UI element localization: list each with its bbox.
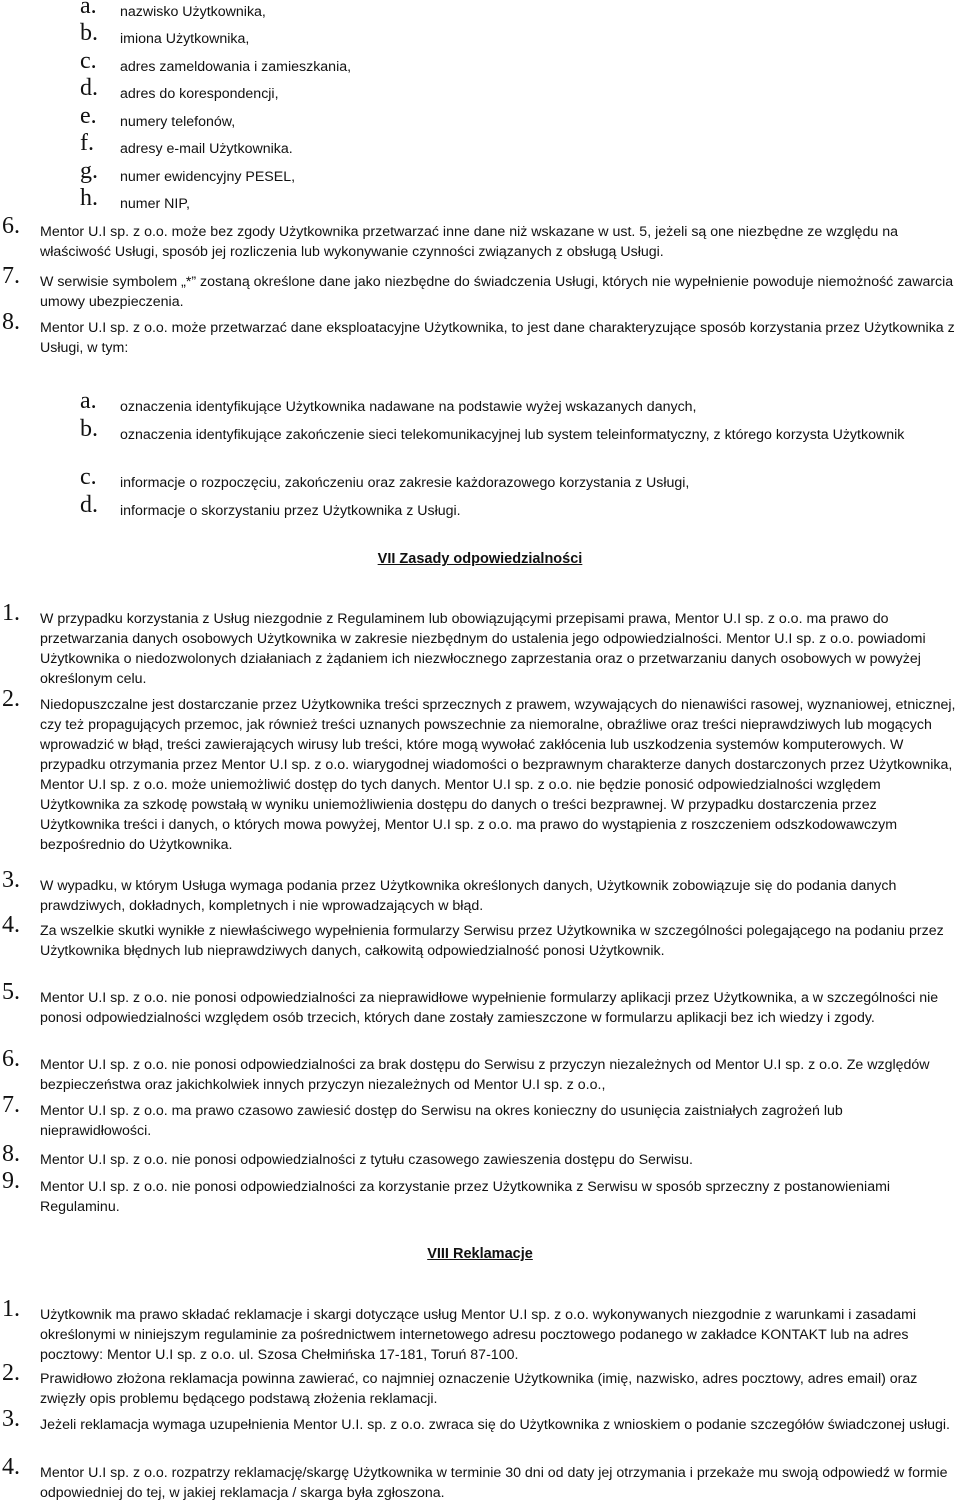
list-letter: c. xyxy=(80,464,97,490)
point-number: 7. xyxy=(2,1092,20,1118)
list-text: adresy e-mail Użytkownika. xyxy=(120,141,293,157)
list-text: numer ewidencyjny PESEL, xyxy=(120,169,296,185)
point-text: Mentor U.I sp. z o.o. nie ponosi odpowiedzialności za nieprawidłowe wypełnienie formularzy aplikacji przez Użytkownika, a w szczególności nie ponosi odpowiedzialności względem osób trzecich, których dane zostały zamieszczone w formularzu aplikacji bez ich wiedzy i zgody. xyxy=(40,990,939,1026)
list-letter: f. xyxy=(80,130,94,156)
point-text: Jeżeli reklamacja wymaga uzupełnienia Mentor U.I. sp. z o.o. zwraca się do Użytkownika z wnioskiem o podanie szczegółów świadczonej usługi. xyxy=(40,1417,950,1433)
point-number: 1. xyxy=(2,1296,20,1322)
list-text: adres do korespondencji, xyxy=(120,86,279,102)
list-letter: d. xyxy=(80,492,98,518)
list-text: informacje o skorzystaniu przez Użytkownika z Usługi. xyxy=(120,503,461,519)
point-number: 1. xyxy=(2,600,20,626)
list-text: numer NIP, xyxy=(120,196,190,212)
point-number: 2. xyxy=(2,1360,20,1386)
point-text: Mentor U.I sp. z o.o. nie ponosi odpowiedzialności z tytułu czasowego zawieszenia dostępu do Serwisu. xyxy=(40,1152,693,1168)
point-text: Mentor U.I sp. z o.o. nie ponosi odpowiedzialności za brak dostępu do Serwisu z przyczyn niezależnych od Mentor U.I sp. z o.o. Ze względów bezpieczeństwa oraz jakichkolwiek innych przyczyn niezależnych od Mentor U.I sp. z o.o., xyxy=(40,1057,930,1093)
point-number: 7. xyxy=(2,263,20,289)
list-letter: a. xyxy=(80,0,97,19)
point-text: Za wszelkie skutki wynikłe z niewłaściwego wypełnienia formularzy Serwisu przez Użytkownika w szczególności polegającego na podaniu przez Użytkownika błędnych lub nieprawdziwych danych, całkowitą odpowiedzialność ponosi Użytkownik. xyxy=(40,923,944,959)
point-text: W serwisie symbolem „*” zostaną określone dane jako niezbędne do świadczenia Usługi, których nie wypełnienie powoduje niemożność zawarcia umowy ubezpieczenia. xyxy=(40,274,954,310)
list-text: imiona Użytkownika, xyxy=(120,31,250,47)
point-number: 8. xyxy=(2,309,20,335)
point-number: 3. xyxy=(2,867,20,893)
point-number: 3. xyxy=(2,1406,20,1432)
point-text: W przypadku korzystania z Usług niezgodnie z Regulaminem lub obowiązującymi przepisami prawa, Mentor U.I sp. z o.o. ma prawo do przetwarzania danych osobowych Użytkownika w zakresie niezbędnym do ustalenia jego odpowiedzialności. Mentor U.I sp. z o.o. powiadomi Użytkownika o niedozwolonych działaniach z żądaniem ich niezwłocznego zaprzestania oraz o przetwarzaniu danych osobowych w powyżej określonym celu. xyxy=(40,611,926,687)
list-text: nazwisko Użytkownika, xyxy=(120,4,266,20)
point-text: Prawidłowo złożona reklamacja powinna zawierać, co najmniej oznaczenie Użytkownika (imię, nazwisko, adres pocztowy, adres email) oraz zwięzły opis problemu będącego podstawą złożenia reklamacji. xyxy=(40,1371,918,1407)
list-letter: e. xyxy=(80,103,97,129)
section-title: VII Zasady odpowiedzialności xyxy=(377,551,583,567)
point-number: 6. xyxy=(2,1046,20,1072)
point-number: 6. xyxy=(2,213,20,239)
list-text: adres zameldowania i zamieszkania, xyxy=(120,59,352,75)
list-text: oznaczenia identyfikujące Użytkownika nadawane na podstawie wyżej wskazanych danych, xyxy=(120,399,697,415)
list-letter: a. xyxy=(80,388,97,414)
list-letter: d. xyxy=(80,75,98,101)
point-text: Niedopuszczalne jest dostarczanie przez Użytkownika treści sprzecznych z prawem, wzywających do nienawiści rasowej, wyznaniowej, etnicznej, czy też propagujących przemoc, jak również treści uznanych powszechnie za niemoralne, obraźliwe oraz treści nieprawdziwych lub mogących wprowadzić w błąd, treści zawierających wirusy lub treści, które mogą wywołać zakłócenia lub uszkodzenia systemów komputerowych. W przypadku otrzymania przez Mentor U.I sp. z o.o. wiarygodnej wiadomości o bezprawnym charakterze danych dostarczonych przez Użytkownika, Mentor U.I sp. z o.o. może uniemożliwić dostęp do tych danych. Mentor U.I sp. z o.o. nie będzie ponosić odpowiedzialności względem Użytkownika za szkodę powstałą w wyniku uniemożliwienia dostępu do danych o treści bezprawnej. W przypadku dostarczenia przez Użytkownika treści i danych, o których mowa powyżej, Mentor U.I sp. z o.o. ma prawo do wystąpienia z roszczeniem odszkodowawczym bezpośrednio do Użytkownika. xyxy=(40,697,956,853)
list-text: oznaczenia identyfikujące zakończenie sieci telekomunikacyjnej lub system teleinformatyczny, z którego korzysta Użytkownik xyxy=(120,427,905,443)
point-text: Mentor U.I sp. z o.o. ma prawo czasowo zawiesić dostęp do Serwisu na okres konieczny do usunięcia zaistniałych zagrożeń lub nieprawidłowości. xyxy=(40,1103,843,1139)
list-letter: b. xyxy=(80,20,98,46)
point-number: 4. xyxy=(2,1454,20,1480)
point-text: Mentor U.I sp. z o.o. nie ponosi odpowiedzialności za korzystanie przez Użytkownika z Serwisu w sposób sprzeczny z postanowieniami Regulaminu. xyxy=(40,1179,891,1215)
section-heading xyxy=(0,1246,960,1262)
point-text: Użytkownik ma prawo składać reklamacje i skargi dotyczące usług Mentor U.I sp. z o.o. wykonywanych niezgodnie z warunkami i zasadami określonymi w niniejszym regulaminie za pośrednictwem internetowego adresu pocztowego podanego w zakładce KONTAKT lub na adres pocztowy: Mentor U.I sp. z o.o. ul. Szosa Chełmińska 17-181, Toruń 87-100. xyxy=(40,1307,917,1363)
point-number: 8. xyxy=(2,1141,20,1167)
list-letter: c. xyxy=(80,48,97,74)
section-title: VIII Reklamacje xyxy=(427,1246,533,1262)
list-text: informacje o rozpoczęciu, zakończeniu oraz zakresie każdorazowego korzystania z Usługi, xyxy=(120,475,690,491)
point-number: 9. xyxy=(2,1168,20,1194)
point-text: W wypadku, w którym Usługa wymaga podania przez Użytkownika określonych danych, Użytkownik zobowiązuje się do podania danych prawdziwych, dokładnych, kompletnych i nie wprowadzających w błąd. xyxy=(40,878,897,914)
point-number: 2. xyxy=(2,686,20,712)
point-text: Mentor U.I sp. z o.o. może bez zgody Użytkownika przetwarzać inne dane niż wskazane w ust. 5, jeżeli są one niezbędne ze względu na właściwość Usługi, sposób jej rozliczenia lub wykonywanie czynności związanych z obsługą Usługi. xyxy=(40,224,899,260)
point-text: Mentor U.I sp. z o.o. może przetwarzać dane eksploatacyjne Użytkownika, to jest dane charakteryzujące sposób korzystania przez Użytkownika z Usługi, w tym: xyxy=(40,320,955,356)
point-text: Mentor U.I sp. z o.o. rozpatrzy reklamację/skargę Użytkownika w terminie 30 dni od daty jej otrzymania i przekaże mu swoją odpowiedź w formie odpowiedniej do tej, w jakiej reklamacja / skarga była zgłoszona. xyxy=(40,1465,948,1501)
section-heading xyxy=(0,551,960,567)
list-letter: b. xyxy=(80,416,98,442)
list-letter: g. xyxy=(80,158,98,184)
point-number: 5. xyxy=(2,979,20,1005)
list-text: numery telefonów, xyxy=(120,114,236,130)
list-letter: h. xyxy=(80,185,98,211)
point-number: 4. xyxy=(2,912,20,938)
